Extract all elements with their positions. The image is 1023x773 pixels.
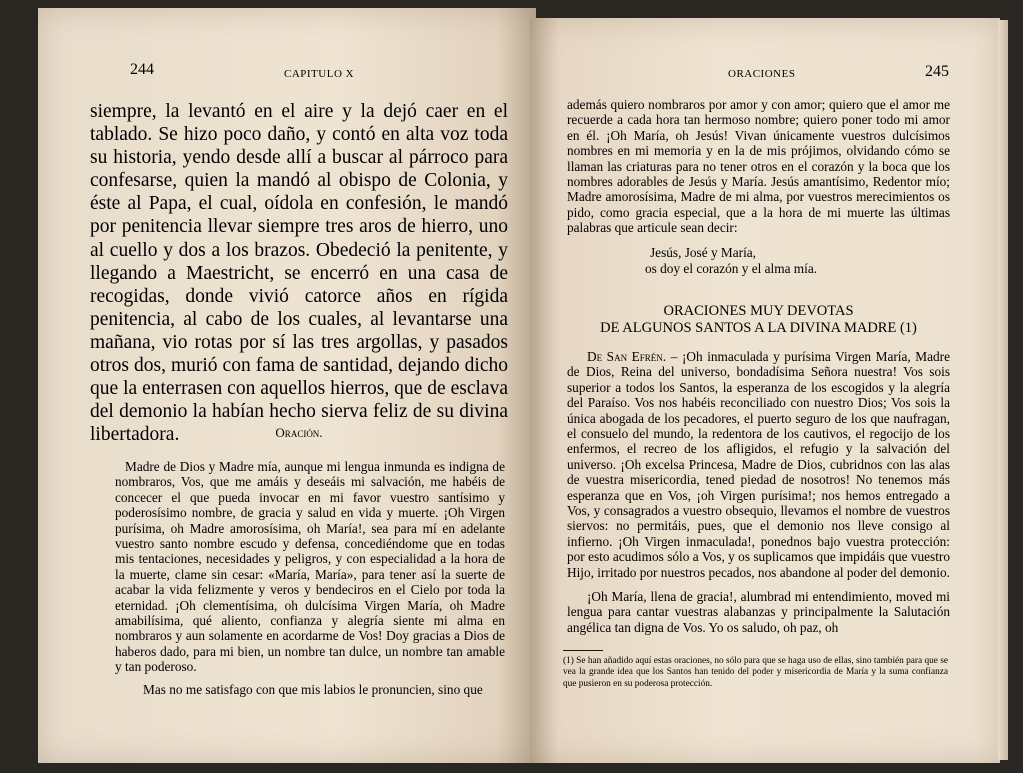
page-edge — [998, 20, 1008, 760]
right-running-head: ORACIONES — [728, 68, 796, 80]
prayer-paragraph-1: Madre de Dios y Madre mía, aunque mi lengua inmunda es indigna de nombraros, Vos, que me amáis y deseáis mi salvación, me habéis de concecer el que pueda invocar en mi favor vuestro santísimo y poderosísimo nombre, de gracia y salud en vida y muerte. ¡Oh Virgen purísima, oh Madre amorosísima, oh María!, sea para mí en adelante vuestro santo nombre escudo y defensa, concediéndome que en todas mis tentaciones, necesidades y peligros, y con especialidad a la hora de la muerte, clame sin cesar: «María, María», para tener así la suerte de acabar la vida felizmente y veros y bendeciros en el Cielo por toda la eternidad. ¡Oh clementísima, oh dulcísima Virgen María, oh Madre amabilísima, qué aliento, confianza y alegría siente mi alma en nombraros y aun solamente en acordarme de Vos! Doy gracias a Dios de haberos dado, para mi bien, un nombre tan dulce, un nombre tan amable y tan poderoso. — [115, 459, 505, 675]
right-page-number: 245 — [925, 63, 949, 80]
left-body-text: siempre, la levantó en el aire y la dejó caer en el tablado. Se hizo poco daño, y contó en alta voz toda su historia, yendo desde allí a buscar al párroco para confesarse, quien la mandó al obispo de Colonia, y éste al Papa, el cual, oídola en confesión, le mandó por penitencia llevar siempre tres aros de hierro, uno al cuello y dos a los brazos. Obedeció la penitente, y llegando a Maestricht, se encerró en una casa de recogidas, donde vivió catorce años en rígida penitencia, al cabo de los cuales, al levantarse una mañana, vio rotas por sí las tres argollas, y pasados otros dos, murió con fama de santidad, dejando dicho que la enterrasen con aquellos hierros, que de esclava del demonio la habían hecho sierva feliz de su divina libertadora. — [90, 101, 508, 446]
verse-line-1: Jesús, José y María, — [650, 245, 756, 260]
verse-line-2: os doy el corazón y el alma mía. — [645, 261, 818, 276]
right-paragraph-2-text: – ¡Oh inmaculada y purísima Virgen María, Madre de Dios, Reina del universo, bondadísima Señora nuestra! Vos sois superior a todos los Santos, la esperanza de los escogidos y la alegría del Paraíso. Vos nos habéis reconciliado con nuestro Dios; Vos sois la única abogada de los pecadores, el puerto seguro de los que naufragan, el consuelo del mundo, la redentora de los cautivos, el regocijo de los enfermos, el recreo de los afligidos, el refugio y la salvación del universo. ¡Oh excelsa Princesa, Madre de Dios, cubridnos con las alas de vuestra misericordia, tened piedad de nosotros! No tenemos más esperanza que en Vos, ¡oh Virgen purísima!; nos hemos entregado a Vos, y consagrados a vuestro obsequio, llevamos el nombre de vuestros siervos: no permitáis, pues, que el demonio nos lleve consigo al infierno. ¡Oh Virgen inmaculada!, ponednos bajo vuestra protección: por esto acudimos sólo a Vos, y os suplicamos que impidáis que vuestro Hijo, irritado por nuestros pecados, nos abandone al poder del demonio. — [567, 349, 950, 580]
right-paragraph-3: ¡Oh María, llena de gracia!, alumbrad mi entendimiento, moved mi lengua para cantar vuestras alabanzas y principalmente la Salutación angélica tan digna de Vos. Yo os saludo, oh paz, oh — [567, 589, 950, 635]
left-page-number: 244 — [130, 61, 154, 78]
section-title-line-1: ORACIONES MUY DEVOTAS — [663, 303, 854, 319]
section-title-line-2: DE ALGUNOS SANTOS A LA DIVINA MADRE (1) — [600, 320, 917, 336]
right-paragraph-1: además quiero nombraros por amor y con amor; quiero que el amor me recuerde a cada hora tan hermoso nombre; quiero poner todo mi amor en él. ¡Oh María, oh Jesús! Vivan únicamente vuestros dulcísimos nombres en mi memoria y en la de mis prójimos, olvidando cómo se llaman las criaturas para no tener otros en el corazón y la boca que los nombres adorables de Jesús y María. Jesús amantísimo, Redentor mío; Madre amorosísima, Madre de mi alma, por vuestros merecimientos os pido, como gracia especial, que a la hora de mi muerte las últimas palabras que articule sean decir: — [567, 97, 950, 236]
right-paragraph-2 — [567, 349, 950, 580]
footnote: (1) Se han añadido aquí estas oraciones, no sólo para que se haga uso de ellas, sino también para que se vea la grande idea que los Santos han tenido del poder y misericordia de María y la suma confianza que pusieron en su poderosa protección. — [563, 656, 948, 689]
prayer-paragraph-2: Mas no me satisfago con que mis labios le pronuncien, sino que — [143, 682, 483, 697]
saint-label: De San Efrén. — [587, 349, 667, 364]
footnote-rule — [563, 650, 603, 651]
oracion-title: Oración. — [275, 425, 323, 440]
left-running-head: CAPITULO X — [284, 68, 355, 80]
